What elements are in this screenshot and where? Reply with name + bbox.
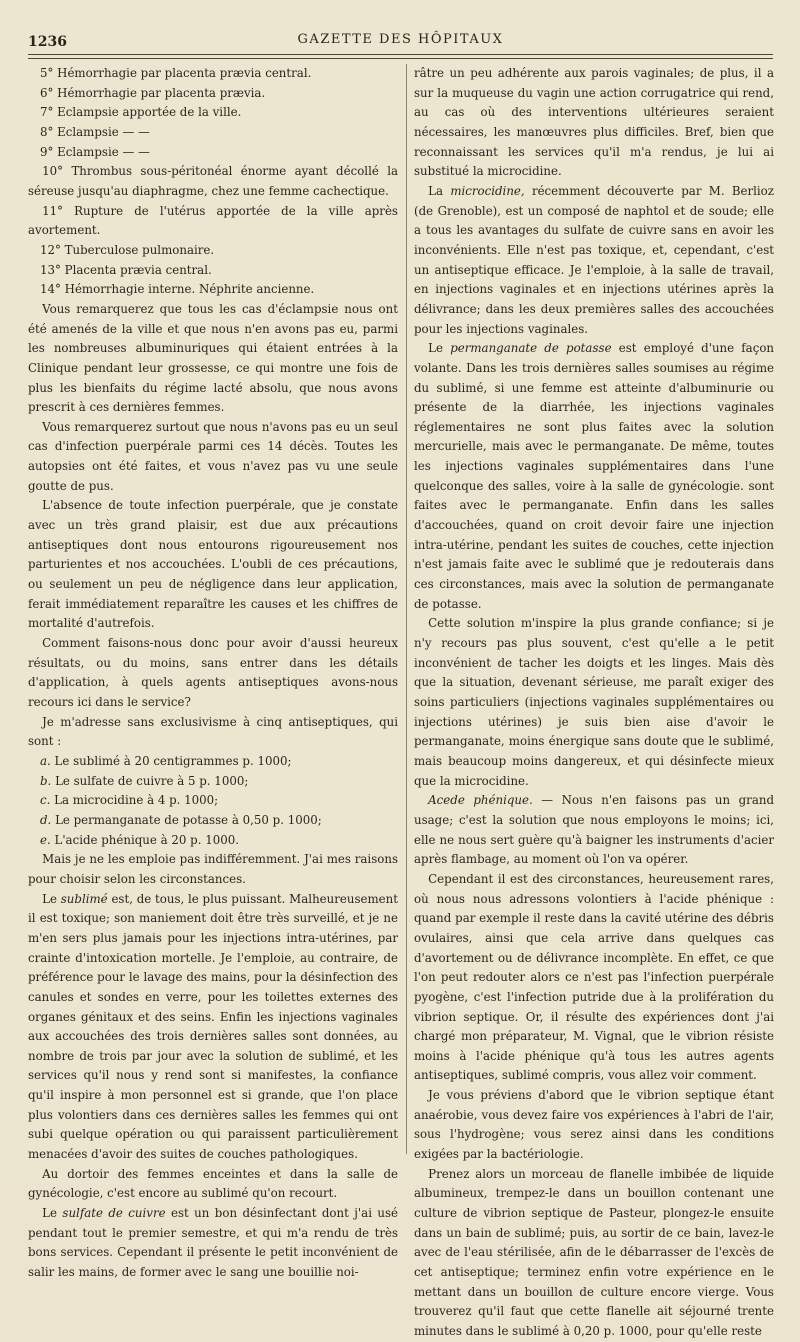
text-run: Le (42, 1206, 57, 1221)
paragraph (28, 1204, 398, 1283)
text-run: Le (428, 341, 443, 356)
list-text: Le permanganate de potasse à 0,50 p. 1000; (55, 812, 322, 827)
term-sublime: sublimé (60, 891, 108, 906)
list-label: d. (40, 812, 52, 827)
text-run: La (428, 183, 444, 198)
paragraph: Prenez alors un morceau de flanelle imbibée de liquide albumineux, trempez-le dans un bouillon contenant une culture de vibrion septique de Pasteur, plongez-le ensuite dans un bain de sublimé; puis, au sortir de ce bain, lavez-le avec de l'eau stérilisée, afin de le débarrasser de l'excès de cet antiseptique; terminez enfin votre expérience en le mettant dans un bouillon de culture encore vierge. Vous trouverez qu'il faut que cette flanelle ait séjourné trente minutes dans le sublimé à 0,20 p. 1000, pour qu'elle reste (414, 1166, 774, 1338)
paragraph: Cependant il est des circonstances, heureusement rares, où nous nous adressons volontiers à l'acide phénique : quand par exemple il reste dans la cavité utérine des débris ovulaires, ainsi que cela arrive dans quelques cas d'avortement ou de délivrance incomplète. En effet, ce que l'on peut redouter alors ce n'est pas l'infection puerpérale pyogène, c'est l'infection putride due à la prolifération du vibrion septique. Or, il résulte des expériences dont j'ai chargé mon préparateur, M. Vignal, que le vibrion résiste moins à l'acide phénique qu'à tous les autres agents antiseptiques, sublimé compris, vous allez voir comment. (414, 871, 774, 1083)
list-text: Le sublimé à 20 centigrammes p. 1000; (54, 753, 292, 768)
list-item: 13° Placenta prævia central. (40, 262, 212, 277)
antiseptic-list-item (28, 752, 398, 772)
list-item: 8° Eclampsie — — (40, 124, 150, 139)
term-permanganate: permanganate de potasse (450, 341, 612, 356)
paragraph (414, 791, 774, 870)
page-number: 1236 (28, 34, 67, 50)
list-text: L'acide phénique à 20 p. 1000. (54, 832, 240, 847)
header-rule (28, 54, 773, 55)
list-item: 5° Hémorrhagie par placenta prævia central. (40, 66, 312, 80)
paragraph: Vous remarquerez que tous les cas d'éclampsie nous ont été amenés de la ville et que nous n'en avons pas eu, parmi les nombreuses albuminuriques qui étaient entrées à la Clinique pendant leur grossesse, ce qui montre une fois de plus les bienfaits du régime lacté absolu, que nous avons prescrit à ces dernières femmes. (28, 301, 398, 415)
paragraph: Je vous préviens d'abord que le vibrion septique étant anaérobie, vous devez faire vos expériences à l'abri de l'air, sous l'hydrogène; vous serez ainsi dans les conditions exigées par la bactériologie. (414, 1088, 774, 1162)
term-acide-phenique: Acede phénique. (428, 793, 533, 808)
list-item: 10° Thrombus sous-péritonéal énorme ayant décollé la séreuse jusqu'au diaphragme, chez une femme cachectique. (28, 164, 398, 198)
paragraph: Vous remarquerez surtout que nous n'avons pas eu un seul cas d'infection puerpérale parmi ces 14 décès. Toutes les autopsies ont été faites, et vous n'avez pas vu une seule goutte de pus. (28, 419, 398, 493)
paragraph (414, 182, 774, 339)
text-run: Le (42, 891, 57, 906)
list-label: e. (40, 832, 51, 847)
text-run: est un bon désinfectant dont j'ai usé pendant tout le premier semestre, et qui m'a rendu de très bons services. Cependant il présente le petit inconvénient de salir les mains, de former avec le sang une bouillie noi- (28, 1206, 399, 1280)
text-run: est, de tous, le plus puissant. Malheureusement il est toxique; son maniement doit être très surveillé, et je ne m'en sers plus jamais pour les injections intra-utérines, par crainte d'intoxication mortelle. Je l'emploie, au contraire, de préférence pour le lavage des mains, pour la désinfection des canules et sondes en verre, pour les toilettes externes des organes génitaux et des seins. Enfin les injections vaginales aux accouchées des trois dernières salles sont données, au nombre de trois par jour avec la solution de sublimé, et les services qu'il nous y rend sont si manifestes, la confiance qu'il inspire à mon personnel est si grande, que l'on place plus volontiers dans ces dernières salles les femmes qui ont subi quelque opération ou qui paraissent particulièrement menacées d'avoir des suites de couches pathologiques. (28, 891, 399, 1162)
list-item: 6° Hémorrhagie par placenta prævia. (40, 85, 266, 100)
paragraph: râtre un peu adhérente aux parois vaginales; de plus, il a sur la muqueuse du vagin une action corrugatrice qui rend, au cas où des interventions ultérieures seraient nécessaires, les manœuvres plus difficiles. Bref, bien que reconnaissant les services qu'il m'a rendus, je lui ai substitué la microcidine. (414, 66, 774, 179)
list-label: c. (40, 793, 51, 808)
antiseptic-list-item (28, 772, 398, 792)
paragraph (414, 339, 774, 614)
list-item: 9° Eclampsie — — (40, 144, 150, 159)
list-text: Le sulfate de cuivre à 5 p. 1000; (55, 773, 249, 788)
antiseptic-list-item (28, 811, 398, 831)
text-run: — Nous n'en faisons pas un grand usage; c'est la solution que nous employons le moins; ici, elle ne nous sert guère qu'à baigner les instruments d'acier après flambage, au moment où l'on va opérer. (414, 793, 775, 867)
paragraph: Mais je ne les emploie pas indifféremment. J'ai mes raisons pour choisir selon les circonstances. (28, 852, 398, 886)
left-column (28, 64, 399, 1280)
list-item: 12° Tuberculose pulmonaire. (40, 242, 215, 257)
paragraph: Au dortoir des femmes enceintes et dans la salle de gynécologie, c'est encore au sublimé qu'on recourt. (28, 1166, 398, 1201)
text-run: est employé d'une façon volante. Dans les trois dernières salles soumises au régime du sublimé, si une femme est atteinte d'albuminurie ou présente de la diarrhée, les injections vaginales réglementaires ne sont plus faites avec la solution mercurielle, mais avec le permanganate. De même, toutes les injections vaginales supplémentaires dans l'une quelconque des salles, voire à la salle de gynécologie. sont faites avec le permanganate. Enfin dans les salles d'accouchées, quand on croit devoir faire une injection intra-utérine, pendant les suites de couches, cette injection n'est jamais faite avec le sublimé que je redouterais dans ces circonstances, mais avec la solution de permanganate de potasse. (414, 341, 775, 611)
right-column (414, 64, 775, 1338)
term-sulfate: sulfate de cuivre (62, 1206, 166, 1221)
paragraph: Comment faisons-nous donc pour avoir d'aussi heureux résultats, ou du moins, sans entrer dans les détails d'application, à quels agents antiseptiques avons-nous recours ici dans le service? (28, 636, 398, 709)
page-header (28, 30, 773, 60)
running-title: GAZETTE DES HÔPITAUX (297, 32, 504, 47)
list-label: a. (40, 753, 51, 768)
list-text: La microcidine à 4 p. 1000; (54, 793, 219, 808)
list-item: 14° Hémorrhagie interne. Néphrite ancienne. (40, 282, 315, 297)
paragraph: Cette solution m'inspire la plus grande confiance; si je n'y recours pas plus souvent, c'est qu'elle a le petit inconvénient de tacher les doigts et les linges. Mais dès que la situation, devenant sérieuse, me paraît exiger des soins particuliers (injections vaginales supplémentaires ou injections utérines) je suis bien aise d'avoir le permanganate, moins énergique sans doute que le sublimé, mais beaucoup moins dangereux, et qui désinfecte mieux que la microcidine. (414, 616, 774, 788)
antiseptic-list-item (28, 791, 398, 811)
column-divider (406, 64, 407, 1154)
paragraph: Je m'adresse sans exclusivisme à cinq antiseptiques, qui sont : (28, 714, 398, 749)
list-label: b. (40, 773, 52, 788)
list-item: 11° Rupture de l'utérus apportée de la ville après avortement. (28, 203, 398, 238)
term-microcidine: microcidine, (450, 183, 525, 198)
header-rule-double (28, 58, 773, 59)
paragraph: L'absence de toute infection puerpérale, que je constate avec un très grand plaisir, est due aux précautions antiseptiques dont nous entourons rigoureusement nos parturientes et nos accouchées. L'oubli de ces précautions, ou seulement un peu de négligence dans leur application, ferait immédiatement reparaître les causes et les chiffres de mortalité d'autrefois. (28, 498, 398, 631)
paragraph (28, 890, 398, 1165)
list-item: 7° Eclampsie apportée de la ville. (40, 105, 242, 120)
text-run: récemment découverte par M. Berlioz (de Grenoble), est un composé de naphtol et de soude; elle a tous les avantages du sulfate de cuivre sans en avoir les inconvénients. Elle n'est pas toxique, et, cependant, c'est un antiseptique efficace. Je l'emploie, à la salle de travail, en injections vaginales et en injections utérines après la délivrance; dans les deux premières salles des accouchées pour les injections vaginales. (414, 183, 774, 336)
antiseptic-list-item (28, 831, 398, 851)
